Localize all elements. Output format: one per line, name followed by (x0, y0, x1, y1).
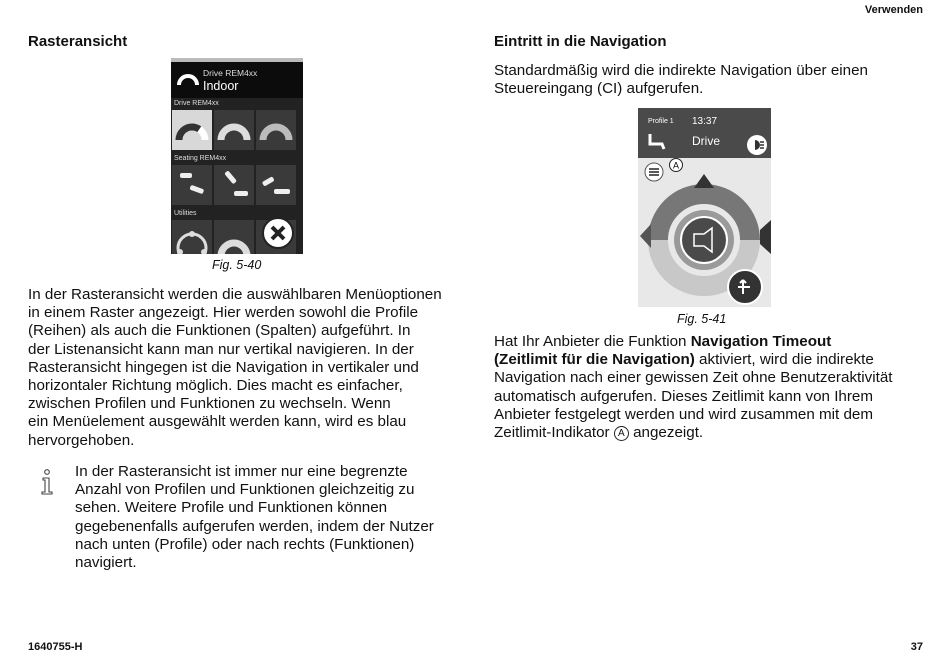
note-text: In der Rasteransicht ist immer nur eine begrenzte Anzahl von Profilen und Funktionen gleichzeitig zu sehen. Weitere Profile und Funktionen können gegebenenfalls aufgerufen werden, indem der Nutzer nach unten (Profile) oder nach rechts (Funktionen) navigiert. (75, 463, 434, 572)
intro-paragraph: Standardmäßig wird die indirekte Navigation über einen Steuereingang (CI) aufgerufen. (494, 62, 868, 98)
lights-icon (746, 134, 768, 156)
close-icon (261, 216, 295, 250)
grid-section-label: Utilities (174, 210, 197, 217)
page-number: 37 (910, 641, 923, 653)
profile-label: Profile 1 (648, 118, 674, 125)
speedometer-icon (177, 70, 199, 86)
section-heading-rasteransicht: Rasteransicht (28, 33, 128, 50)
grid-cell-seating (256, 165, 296, 205)
screen-header (171, 58, 303, 98)
section-heading-navigation: Eintritt in die Navigation (494, 33, 667, 50)
grid-section-label: Seating REM4xx (174, 155, 227, 162)
grid-cell-utility (172, 220, 212, 254)
running-header: Verwenden (864, 4, 923, 16)
figure-5-40-grid-view (171, 58, 303, 254)
screen-title-small: Drive REM4xx (203, 68, 258, 78)
grid-cell-utility (214, 220, 254, 254)
body-paragraph: In der Rasteransicht werden die auswählbaren Menüoptionen in einem Raster angezeigt. Hier werden sowohl die Profile (Reihen) als auch die Funktionen (Spalten) aufgeführt. In der Listenansicht kann man nur vertikal navigieren. In der Rasteransicht hingegen ist die Navigation in vertikaler und horizontaler Richtung möglich. Dies macht es einfacher, zwischen Profilen und Funktionen zu wechseln. Wenn ein Menüelement ausgewählt werden kann, wird es blau hervorgehoben. (28, 286, 442, 449)
info-icon (38, 468, 56, 496)
grid-cell-drive-selected (172, 110, 212, 150)
timeout-indicator-marker: A (614, 426, 629, 441)
mode-label: Drive (692, 134, 721, 148)
grid-cell-drive (256, 110, 296, 150)
grid-cell-seating (172, 165, 212, 205)
clock-time: 13:37 (692, 116, 718, 127)
screen-title-large: Indoor (203, 79, 239, 93)
body-paragraph: Hat Ihr Anbieter die Funktion Navigation Timeout (Zeitlimit für die Navigation) aktiviert, wird die indirekte Navigation nach einer gewissen Zeit ohne Benutzeraktivität automatisch aufgerufen. Dieses Zeitlimit kann von Ihrem Anbieter festgelegt werden und wird zusammen mit dem Zeitlimit-Indikator A angezeigt. (494, 333, 893, 442)
seat-icon (646, 132, 668, 150)
doc-number: 1640755-H (28, 641, 83, 653)
figure-caption: Fig. 5-41 (677, 312, 727, 326)
grid-section-label: Drive REM4xx (174, 100, 219, 107)
navigation-touch-icon (726, 268, 764, 306)
figure-caption: Fig. 5-40 (212, 258, 262, 272)
screen-header (638, 108, 771, 158)
grid-cell-drive (214, 110, 254, 150)
svg-text:A: A (672, 160, 680, 171)
grid-cell-seating (214, 165, 254, 205)
timeout-marker (668, 157, 684, 173)
figure-5-41-drive-screen (638, 108, 771, 307)
